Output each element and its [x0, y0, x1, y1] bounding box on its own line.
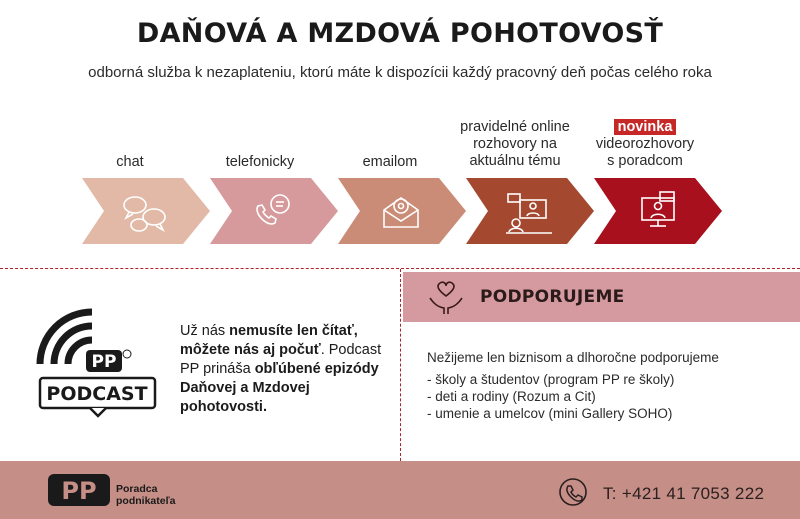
- channel-arrow-online-talks: [466, 178, 594, 244]
- label-line: s poradcom: [607, 153, 683, 169]
- list-item: - deti a rodiny (Rozum a Cit): [427, 388, 674, 405]
- label-line: videorozhovory: [595, 136, 695, 152]
- support-intro: Nežijeme len biznisom a dlhoročne podporujeme: [427, 350, 719, 365]
- brand-name: [116, 483, 175, 507]
- list-item: - umenie a umelcov (mini Gallery SOHO): [427, 405, 674, 422]
- label-line: pravidelné online: [460, 119, 570, 135]
- phone-icon: [558, 477, 588, 512]
- podcast-description: [180, 322, 390, 417]
- channel-label-chat: chat: [116, 154, 144, 170]
- support-list: [427, 371, 674, 422]
- list-item: - školy a študentov (program PP re školy): [427, 371, 674, 388]
- pp-logo-text: PP: [91, 352, 117, 372]
- heart-hands-icon: [427, 276, 465, 321]
- channel-arrow-video: [594, 178, 722, 244]
- brand-line: podnikateľa: [116, 495, 176, 507]
- channel-arrow-email: [338, 178, 466, 244]
- channel-arrow-phone: [210, 178, 338, 244]
- channel-label-phone: telefonicky: [225, 154, 295, 170]
- column-divider: [400, 269, 401, 461]
- brand-line: Poradca: [116, 483, 158, 495]
- channel-arrow-chat: [82, 178, 210, 244]
- footer-logo: [48, 474, 114, 513]
- footer-phone-number[interactable]: T: +421 41 7053 222: [603, 484, 765, 503]
- label-line: rozhovory na: [473, 136, 557, 152]
- podcast-badge-text: PODCAST: [46, 383, 148, 405]
- podcast-logo: [30, 298, 170, 425]
- page-subtitle: odborná služba k nezaplateniu, ktorú máte k dispozícii každý pracovný deň počas celého roka: [88, 64, 712, 81]
- footer-logo-text: PP: [61, 477, 97, 505]
- page-title: DAŇOVÁ A MZDOVÁ POHOTOVOSŤ: [136, 18, 664, 49]
- text-bold: nemusíte len čítať,: [229, 323, 358, 339]
- text-bold: môžete nás aj počuť: [180, 342, 321, 358]
- support-title: PODPORUJEME: [480, 287, 625, 307]
- text-part: . Podcast PP prináša: [180, 342, 382, 377]
- channel-label-online-talks: [440, 119, 590, 170]
- label-line: aktuálnu tému: [469, 153, 561, 169]
- channel-label-email: emailom: [362, 154, 418, 170]
- channel-label-video: [580, 119, 710, 170]
- broadcast-waves-icon: [40, 312, 92, 364]
- text-part: Už nás: [180, 323, 230, 339]
- new-badge: novinka: [614, 119, 677, 135]
- text-bold: obľúbené epizódy Daňovej a Mzdovej pohotovosti.: [180, 361, 379, 415]
